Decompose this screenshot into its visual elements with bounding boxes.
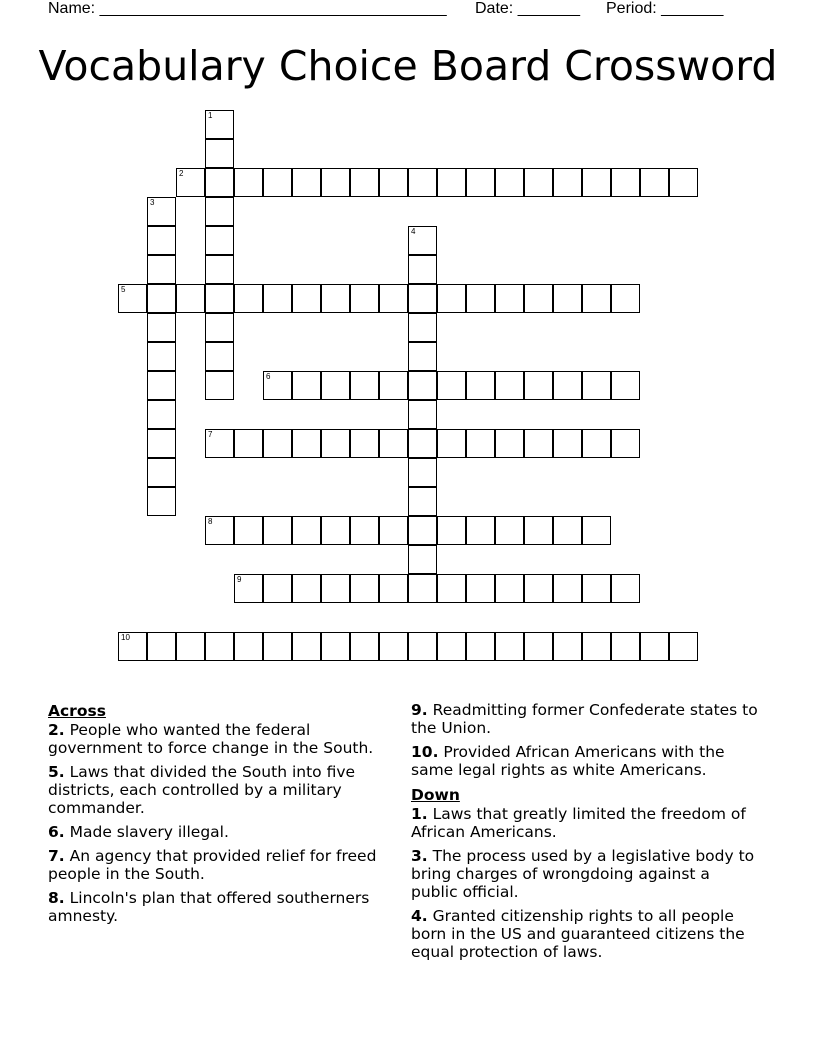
crossword-cell[interactable]: [321, 632, 350, 661]
crossword-cell[interactable]: [321, 371, 350, 400]
crossword-cell[interactable]: [408, 429, 437, 458]
clue-number: 3: [150, 198, 155, 207]
crossword-cell[interactable]: [495, 516, 524, 545]
crossword-cell[interactable]: [205, 313, 234, 342]
crossword-cell[interactable]: [437, 284, 466, 313]
date-line: Date: _______: [475, 0, 580, 17]
crossword-cell[interactable]: [350, 429, 379, 458]
crossword-cell[interactable]: [408, 342, 437, 371]
crossword-cell[interactable]: [495, 284, 524, 313]
crossword-cell[interactable]: [466, 632, 495, 661]
crossword-cell[interactable]: [437, 429, 466, 458]
crossword-cell[interactable]: [582, 371, 611, 400]
crossword-cell[interactable]: [263, 284, 292, 313]
crossword-cell[interactable]: [379, 429, 408, 458]
crossword-cell[interactable]: [408, 284, 437, 313]
crossword-cell[interactable]: [147, 429, 176, 458]
clue-number: 7: [208, 430, 213, 439]
clue-across-2: 2. People who wanted the federal government to force change in the South.: [48, 721, 374, 757]
crossword-cell[interactable]: [495, 632, 524, 661]
crossword-cell[interactable]: [147, 487, 176, 516]
crossword-cell[interactable]: [553, 574, 582, 603]
crossword-cell[interactable]: [408, 255, 437, 284]
crossword-cell[interactable]: [263, 574, 292, 603]
crossword-cell[interactable]: [611, 284, 640, 313]
crossword-cell[interactable]: [524, 168, 553, 197]
crossword-cell[interactable]: [379, 516, 408, 545]
crossword-cell[interactable]: [147, 197, 176, 226]
crossword-cell[interactable]: [466, 516, 495, 545]
crossword-cell[interactable]: [205, 197, 234, 226]
crossword-cell[interactable]: [205, 342, 234, 371]
crossword-cell[interactable]: [205, 632, 234, 661]
crossword-cell[interactable]: [553, 168, 582, 197]
crossword-cell[interactable]: [350, 284, 379, 313]
crossword-cell[interactable]: [263, 168, 292, 197]
clue-across-8: 8. Lincoln's plan that offered southerners amnesty.: [48, 889, 370, 925]
crossword-cell[interactable]: [437, 516, 466, 545]
clue-across-10: 10. Provided African Americans with the same legal rights as white Americans.: [411, 743, 725, 779]
crossword-cell[interactable]: [582, 574, 611, 603]
crossword-cell[interactable]: [234, 516, 263, 545]
crossword-cell[interactable]: [321, 516, 350, 545]
crossword-cell[interactable]: [437, 632, 466, 661]
crossword-cell[interactable]: [553, 516, 582, 545]
across-heading: Across: [48, 702, 106, 720]
clue-number: 9: [237, 575, 242, 584]
crossword-cell[interactable]: [553, 632, 582, 661]
crossword-cell[interactable]: [234, 574, 263, 603]
clue-number: 5: [121, 285, 126, 294]
crossword-cell[interactable]: [640, 632, 669, 661]
crossword-cell[interactable]: [147, 342, 176, 371]
clue-across-7: 7. An agency that provided relief for freed people in the South.: [48, 847, 377, 883]
crossword-cell[interactable]: [379, 168, 408, 197]
clue-number: 10: [121, 633, 130, 642]
crossword-cell[interactable]: [611, 574, 640, 603]
crossword-cell[interactable]: [118, 632, 147, 661]
crossword-cell[interactable]: [350, 632, 379, 661]
crossword-cell[interactable]: [292, 371, 321, 400]
clues-column-right: [411, 701, 761, 967]
crossword-cell[interactable]: [640, 168, 669, 197]
crossword-cell[interactable]: [350, 574, 379, 603]
crossword-cell[interactable]: [234, 168, 263, 197]
clues-column-left: [48, 701, 398, 931]
crossword-cell[interactable]: [495, 574, 524, 603]
crossword-cell[interactable]: [292, 574, 321, 603]
crossword-cell[interactable]: [524, 284, 553, 313]
crossword-cell[interactable]: [669, 632, 698, 661]
crossword-cell[interactable]: [582, 516, 611, 545]
crossword-cell[interactable]: [524, 632, 553, 661]
crossword-cell[interactable]: [205, 139, 234, 168]
crossword-cell[interactable]: [495, 168, 524, 197]
crossword-cell[interactable]: [408, 574, 437, 603]
crossword-cell[interactable]: [408, 516, 437, 545]
crossword-cell[interactable]: [292, 284, 321, 313]
crossword-cell[interactable]: [669, 168, 698, 197]
crossword-cell[interactable]: [611, 632, 640, 661]
crossword-cell[interactable]: [205, 429, 234, 458]
crossword-cell[interactable]: [408, 632, 437, 661]
clue-across-6: 6. Made slavery illegal.: [48, 823, 229, 841]
crossword-cell[interactable]: [437, 574, 466, 603]
crossword-cell[interactable]: [553, 429, 582, 458]
crossword-cell[interactable]: [524, 516, 553, 545]
crossword-cell[interactable]: [176, 632, 205, 661]
crossword-cell[interactable]: [408, 400, 437, 429]
crossword-cell[interactable]: [553, 284, 582, 313]
crossword-cell[interactable]: [582, 284, 611, 313]
crossword-cell[interactable]: [379, 574, 408, 603]
crossword-cell[interactable]: [147, 371, 176, 400]
clue-number: 1: [208, 111, 213, 120]
crossword-cell[interactable]: [611, 168, 640, 197]
crossword-cell[interactable]: [350, 371, 379, 400]
crossword-cell[interactable]: [408, 545, 437, 574]
crossword-cell[interactable]: [147, 632, 176, 661]
crossword-cell[interactable]: [466, 284, 495, 313]
crossword-cell[interactable]: [205, 516, 234, 545]
crossword-cell[interactable]: [611, 429, 640, 458]
crossword-cell[interactable]: [466, 574, 495, 603]
crossword-cell[interactable]: [321, 574, 350, 603]
crossword-cell[interactable]: [147, 313, 176, 342]
clue-down-4: 4. Granted citizenship rights to all people born in the US and guaranteed citizens the equal protection of laws.: [411, 907, 745, 961]
clue-down-1: 1. Laws that greatly limited the freedom of African Americans.: [411, 805, 746, 841]
page-title: Vocabulary Choice Board Crossword: [38, 42, 778, 90]
crossword-cell[interactable]: [321, 284, 350, 313]
clue-down-3: 3. The process used by a legislative body to bring charges of wrongdoing against a public official.: [411, 847, 755, 901]
crossword-cell[interactable]: [263, 429, 292, 458]
crossword-cell[interactable]: [321, 429, 350, 458]
clue-number: 2: [179, 169, 184, 178]
crossword-cell[interactable]: [524, 429, 553, 458]
name-line: Name: _______________________________________: [48, 0, 447, 17]
crossword-cell[interactable]: [582, 632, 611, 661]
clue-across-5: 5. Laws that divided the South into five districts, each controlled by a military commander.: [48, 763, 356, 817]
clue-number: 4: [411, 227, 416, 236]
crossword-cell[interactable]: [321, 168, 350, 197]
crossword-cell[interactable]: [437, 168, 466, 197]
crossword-cell[interactable]: [466, 371, 495, 400]
crossword-cell[interactable]: [379, 284, 408, 313]
crossword-cell[interactable]: [263, 371, 292, 400]
crossword-cell[interactable]: [118, 284, 147, 313]
crossword-cell[interactable]: [437, 371, 466, 400]
crossword-cell[interactable]: [466, 168, 495, 197]
crossword-cell[interactable]: [205, 371, 234, 400]
crossword-cell[interactable]: [176, 284, 205, 313]
clue-across-9: 9. Readmitting former Confederate states to the Union.: [411, 701, 758, 737]
crossword-cell[interactable]: [205, 168, 234, 197]
crossword-cell[interactable]: [292, 429, 321, 458]
crossword-cell[interactable]: [292, 516, 321, 545]
crossword-cell[interactable]: [292, 168, 321, 197]
crossword-cell[interactable]: [408, 226, 437, 255]
crossword-cell[interactable]: [263, 516, 292, 545]
crossword-cell[interactable]: [379, 371, 408, 400]
crossword-cell[interactable]: [234, 429, 263, 458]
crossword-cell[interactable]: [408, 313, 437, 342]
crossword-cell[interactable]: [524, 371, 553, 400]
crossword-cell[interactable]: [205, 110, 234, 139]
crossword-cell[interactable]: [147, 255, 176, 284]
period-line: Period: _______: [606, 0, 724, 17]
crossword-cell[interactable]: [147, 226, 176, 255]
clue-number: 6: [266, 372, 271, 381]
crossword-cell[interactable]: [582, 429, 611, 458]
crossword-cell[interactable]: [205, 226, 234, 255]
crossword-cell[interactable]: [524, 574, 553, 603]
crossword-cell[interactable]: [408, 371, 437, 400]
crossword-cell[interactable]: [408, 168, 437, 197]
crossword-cell[interactable]: [553, 371, 582, 400]
crossword-cell[interactable]: [147, 284, 176, 313]
crossword-cell[interactable]: [234, 632, 263, 661]
down-heading: Down: [411, 786, 460, 804]
crossword-cell[interactable]: [350, 168, 379, 197]
crossword-cell[interactable]: [205, 284, 234, 313]
crossword-cell[interactable]: [582, 168, 611, 197]
crossword-cell[interactable]: [495, 429, 524, 458]
crossword-cell[interactable]: [176, 168, 205, 197]
crossword-cell[interactable]: [205, 255, 234, 284]
crossword-cell[interactable]: [234, 284, 263, 313]
crossword-cell[interactable]: [466, 429, 495, 458]
crossword-cell[interactable]: [408, 458, 437, 487]
crossword-cell[interactable]: [147, 400, 176, 429]
crossword-cell[interactable]: [292, 632, 321, 661]
crossword-cell[interactable]: [408, 487, 437, 516]
clue-number: 8: [208, 517, 213, 526]
crossword-cell[interactable]: [147, 458, 176, 487]
crossword-cell[interactable]: [263, 632, 292, 661]
crossword-cell[interactable]: [495, 371, 524, 400]
crossword-cell[interactable]: [611, 371, 640, 400]
crossword-cell[interactable]: [379, 632, 408, 661]
crossword-cell[interactable]: [350, 516, 379, 545]
